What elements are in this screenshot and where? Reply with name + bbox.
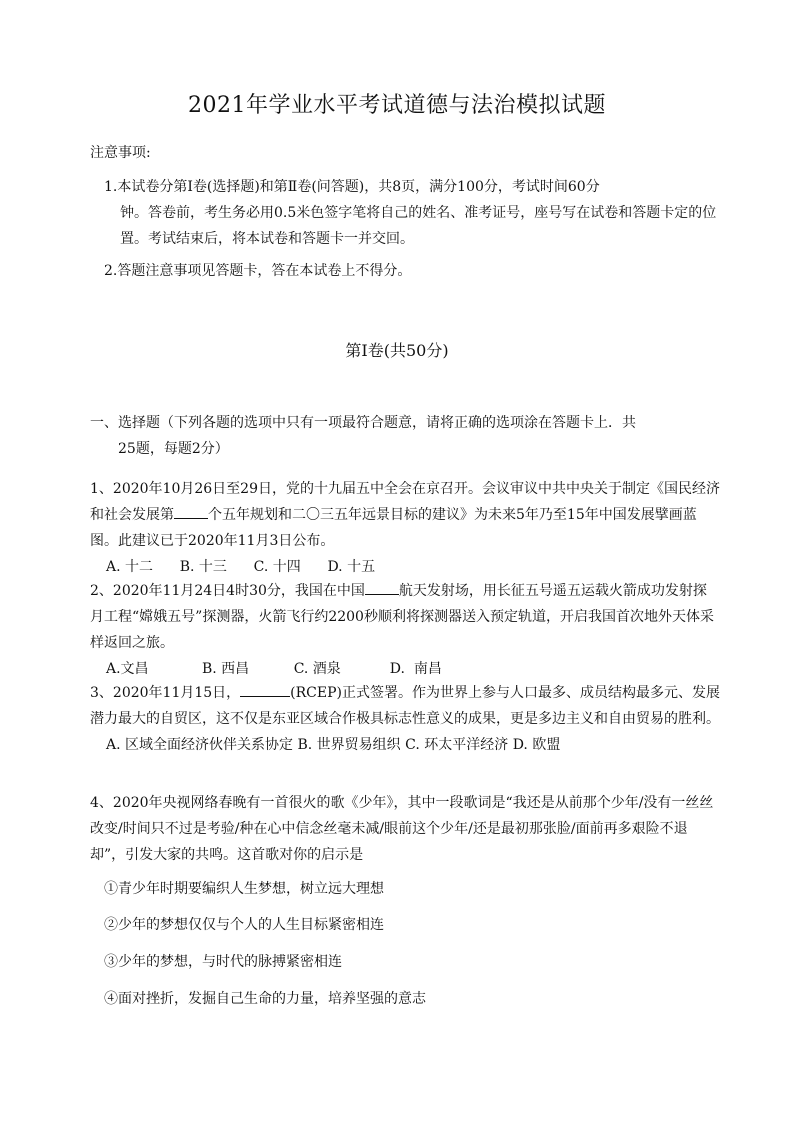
- question-4-stem: 4、2020年央视网络春晚有一首很火的歌《少年》，其中一段歌词是“我还是从前那个少年/没有一丝丝改变/时间只不过是考验/种在心中信念丝毫未减/眼前这个少年/还是最初那张脸/面前再多艰险不退却”，引发大家的共鸣。这首歌对你的启示是: [90, 795, 714, 863]
- question-2-options: [90, 656, 720, 682]
- option-a: A. 区域全面经济伙伴关系协定: [106, 737, 294, 753]
- question-1-text-a: 1、2020年10月26日至29日，党的十九届五中全会在京召开。会议审议中共中央关于制定《国民经济和社会发展第: [90, 481, 720, 523]
- notice-item-1-line: 1.本试卷分第Ⅰ卷(选择题)和第Ⅱ卷(问答题)，共8页，满分100分，考试时间60分: [104, 179, 600, 195]
- question-2-text-a: 2、2020年11月24日4时30分，我国在中国: [90, 583, 365, 599]
- question-2: [90, 578, 720, 682]
- notice-item-2: 2.答题注意事项见答题卡，答在本试卷上不得分。: [104, 263, 412, 279]
- answer-blank: [240, 680, 290, 697]
- option-c: C. 十四: [253, 559, 301, 575]
- notice-item-1-continuation: 钟。答卷前，考生务必用0.5米色签字笔将自己的姓名、准考证号，座号写在试卷和答题卡定的位置。考试结束后，将本试卷和答题卡一并交回。: [120, 205, 717, 247]
- question-3-options: [90, 732, 720, 758]
- question-3-text-a: 3、2020年11月15日，: [90, 685, 241, 701]
- question-3-text-b: (RCEP)正式签署。作为世界上参与人口最多、成员结构最多元、发展潜力最大的自贸区，这不仅是东亚区域合作极具标志性意义的成果，更是多边主义和自由贸易的胜利。: [90, 685, 720, 727]
- statement-3: ③少年的梦想，与时代的脉搏紧密相连: [104, 954, 342, 970]
- section-heading: 第Ⅰ卷(共50分): [345, 341, 449, 360]
- option-d: D. 南昌: [389, 661, 442, 677]
- question-3: [90, 680, 720, 758]
- notice-heading: 注意事项:: [90, 145, 151, 161]
- question-2-stem: [90, 578, 720, 656]
- statement-1: ①青少年时期要编织人生梦想，树立远大理想: [104, 881, 384, 897]
- exam-title: 2021年学业水平考试道德与法治模拟试题: [188, 93, 606, 118]
- question-3-stem: [90, 680, 720, 732]
- question-1-options: [90, 554, 720, 580]
- instruction-line-1: 一、选择题（下列各题的选项中只有一项最符合题意，请将正确的选项涂在答题卡上．共: [90, 415, 636, 431]
- option-a: A. 十二: [106, 559, 154, 575]
- question-1-stem: [90, 476, 720, 554]
- section-instruction: [90, 410, 720, 462]
- answer-blank: [365, 578, 399, 595]
- option-b: B. 十三: [179, 559, 227, 575]
- option-a: A.文昌: [106, 661, 149, 677]
- question-4: [90, 790, 720, 868]
- instruction-line-2: 25题，每题2分）: [118, 441, 229, 457]
- answer-blank: [174, 502, 208, 519]
- option-d: D. 十五: [327, 559, 376, 575]
- statement-4: ④面对挫折，发掘自己生命的力量，培养坚强的意志: [104, 991, 426, 1007]
- notice-item-1: [104, 174, 724, 252]
- question-1: [90, 476, 720, 580]
- question-2-text-b: 航天发射场，用长征五号遥五运载火箭成功发射探月工程“嫦娥五号”探测器，火箭飞行约2200秒顺利将探测器送入预定轨道，开启我国首次地外天体采样返回之旅。: [90, 583, 714, 651]
- statement-2: ②少年的梦想仅仅与个人的人生目标紧密相连: [104, 917, 384, 933]
- option-d: D. 欧盟: [512, 737, 561, 753]
- option-b: B. 西昌: [201, 661, 250, 677]
- question-1-text-b: 个五年规划和二〇三五年远景目标的建议》为未来5年乃至15年中国发展擘画蓝图。此建议已于2020年11月3日公布。: [90, 507, 697, 549]
- option-c: C. 环太平洋经济: [405, 737, 509, 753]
- option-c: C. 酒泉: [293, 661, 341, 677]
- option-b: B. 世界贸易组织: [297, 737, 401, 753]
